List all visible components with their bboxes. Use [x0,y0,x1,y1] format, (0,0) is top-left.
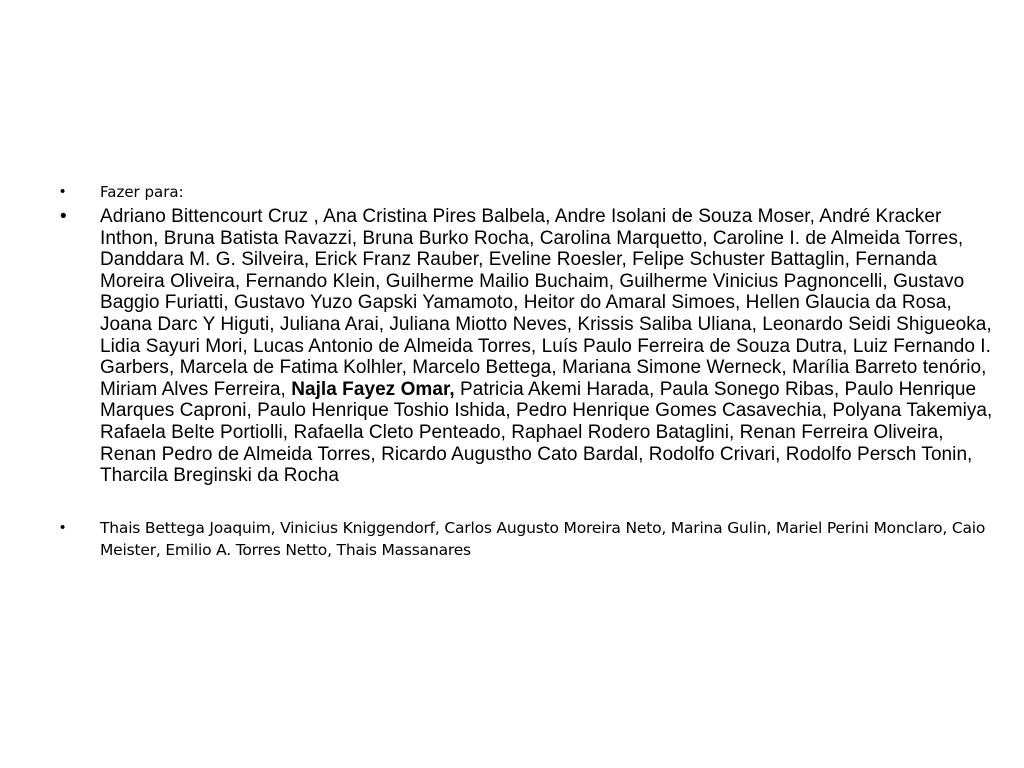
bullet-icon: • [60,518,66,536]
bullet-extra-names [56,517,996,561]
fazer-para-text: Fazer para: [100,183,184,201]
bullet-list [56,180,996,561]
extra-names-text: Thais Bettega Joaquim, Vinicius Kniggendorf, Carlos Augusto Moreira Neto, Marina Gulin, Mariel Perini Monclaro, Caio Meister, Emilio A. Torres Netto, Thais Massanares [100,518,986,559]
names-text-bold: Najla Fayez Omar, [291,378,455,400]
bullet-names-list [56,206,996,487]
bullet-fazer-para [56,180,996,204]
names-text-after: Patricia Akemi Harada, Paula Sonego Ribas, Paulo Henrique Marques Caproni, Paulo Henrique Toshio Ishida, Pedro Henrique Gomes Casavechia, Polyana Takemiya, Rafaela Belte Portiolli, Rafaella Cleto Penteado, Raphael Rodero Bataglini, Renan Ferreira Oliveira, Renan Pedro de Almeida Torres, Ricardo Augustho Cato Bardal, Rodolfo Crivari, Rodolfo Persch Tonin, Tharcila Breginski da Rocha [100,378,993,487]
bullet-icon: • [60,206,67,227]
bullet-icon: • [60,183,66,200]
names-text-before: Adriano Bittencourt Cruz , Ana Cristina Pires Balbela, Andre Isolani de Souza Moser, André Kracker Inthon, Bruna Batista Ravazzi, Bruna Burko Rocha, Carolina Marquetto, Caroline I. de Almeida Torres, Danddara M. G. Silveira, Erick Franz Rauber, Eveline Roesler, Felipe Schuster Battaglin, Fernanda Moreira Oliveira, Fernando Klein, Guilherme Mailio Buchaim, Guilherme Vinicius Pagnoncelli, Gustavo Baggio Furiatti, Gustavo Yuzo Gapski Yamamoto, Heitor do Amaral Simoes, Hellen Glaucia da Rosa, Joana Darc Y Higuti, Juliana Arai, Juliana Miotto Neves, Krissis Saliba Uliana, Leonardo Seidi Shigueoka, Lidia Sayuri Mori, Lucas Antonio de Almeida Torres, Luís Paulo Ferreira de Souza Dutra, Luiz Fernando I. Garbers, Marcela de Fatima Kolhler, Marcelo Bettega, Mariana Simone Werneck, Marília Barreto tenório, Miriam Alves Ferreira, [100,206,992,400]
